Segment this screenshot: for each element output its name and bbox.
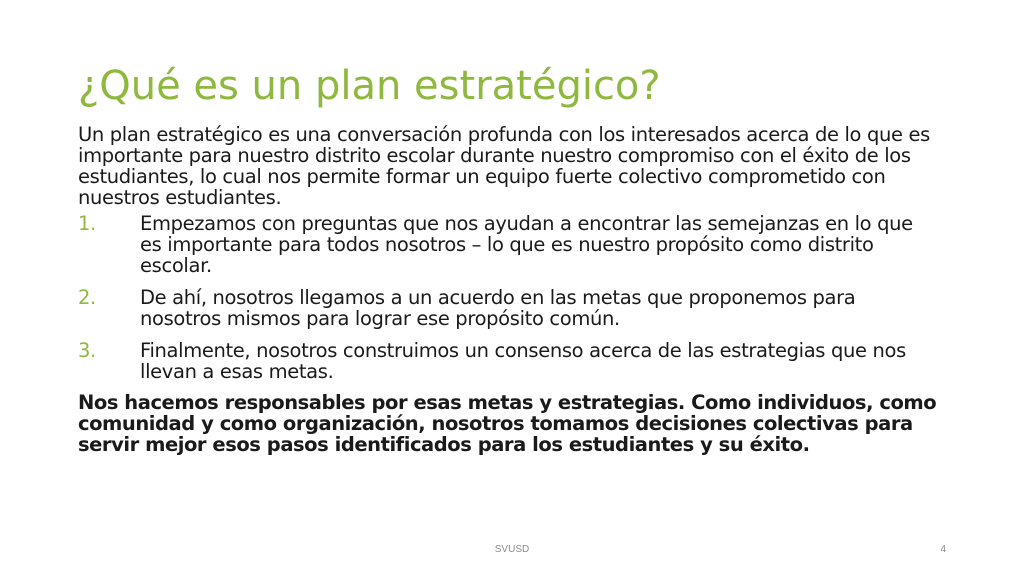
list-item-number: 2. (78, 286, 96, 309)
closing-paragraph: Nos hacemos responsables por esas metas y estrategias. Como individuos, como comunidad y como organización, nosotros tomamos decisiones colectivas para servir mejor esos pasos identificados para los estudiantes y su éxito. (78, 391, 937, 456)
list-item (78, 287, 958, 329)
slide-body (78, 124, 958, 455)
list-item-text: Empezamos con preguntas que nos ayudan a encontrar las semejanzas en lo que es importante para todos nosotros – lo que es nuestro propósito como distrito escolar. (140, 212, 913, 277)
slide-title: ¿Qué es un plan estratégico? (78, 63, 661, 109)
intro-paragraph: Un plan estratégico es una conversación profunda con los interesados acerca de lo que es importante para nuestro distrito escolar durante nuestro compromiso con el éxito de los estudiantes, lo cual nos permite formar un equipo fuerte colectivo comprometido con nuestros estudiantes. (78, 123, 930, 209)
list-item (78, 340, 958, 382)
list-item-number: 1. (78, 212, 96, 235)
page-number: 4 (940, 544, 946, 555)
list-item (78, 213, 958, 276)
footer-text: SVUSD (494, 544, 530, 555)
list-item-text: Finalmente, nosotros construimos un consenso acerca de las estrategias que nos llevan a esas metas. (140, 339, 906, 383)
steps-list (78, 213, 958, 382)
list-item-number: 3. (78, 339, 96, 362)
list-item-text: De ahí, nosotros llegamos a un acuerdo en las metas que proponemos para nosotros mismos para lograr ese propósito común. (140, 286, 856, 330)
